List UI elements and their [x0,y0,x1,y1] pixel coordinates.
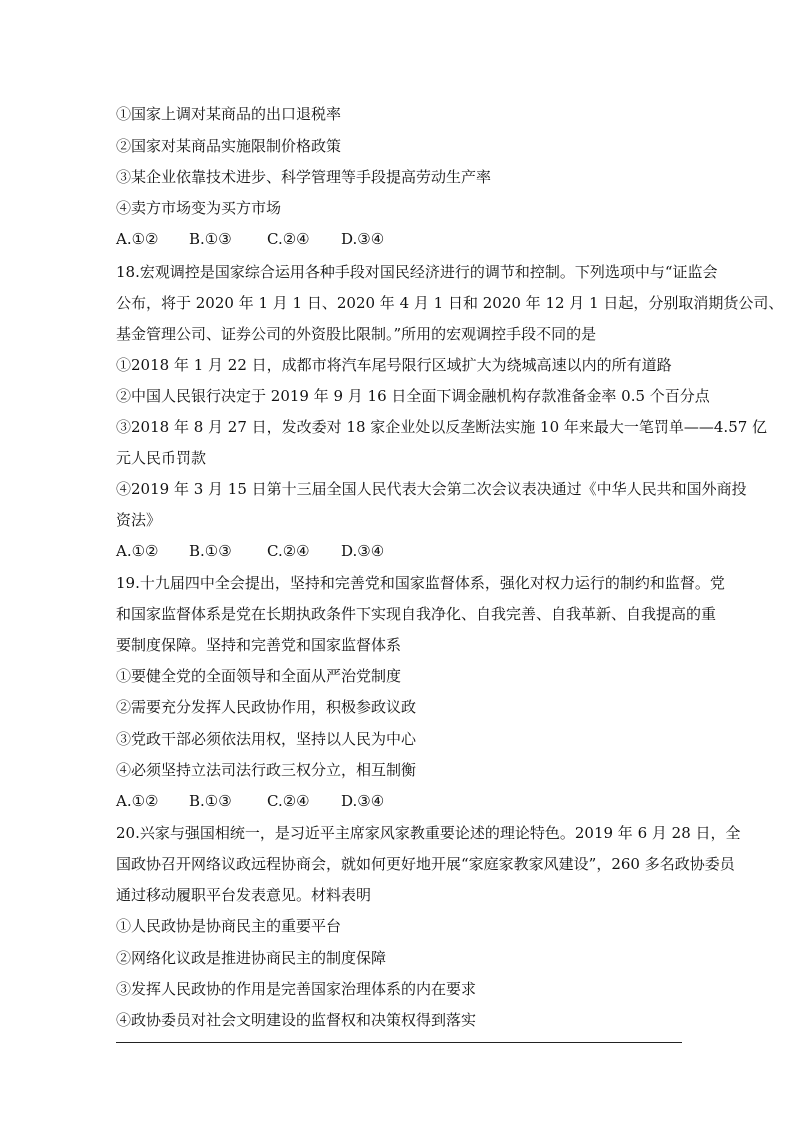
q18-option-4-cont: 资法》 [116,511,162,529]
q19-choice-d: D.③④ [341,792,385,810]
q18-choice-c: C.②④ [267,542,310,560]
q18-stem-line-1: 18.宏观调控是国家综合运用各种手段对国民经济进行的调节和控制。下列选项中与“证监会 [116,263,718,281]
q17-choice-d: D.③④ [341,230,385,248]
q18-option-4: ④2019 年 3 月 15 日第十三届全国人民代表大会第二次会议表决通过《中华人民共和国外商投 [116,480,747,498]
q17-choice-c: C.②④ [267,230,310,248]
q19-option-3: ③党政干部必须依法用权，坚持以人民为中心 [116,730,417,748]
q18-stem-line-2: 公布，将于 2020 年 1 月 1 日、2020 年 4 月 1 日和 2020 年 12 月 1 日起，分别取消期货公司、 [116,294,784,312]
q17-option-2: ②国家对某商品实施限制价格政策 [116,137,342,155]
q19-option-1: ①要健全党的全面领导和全面从严治党制度 [116,667,402,685]
q19-option-4: ④必须坚持立法司法行政三权分立，相互制衡 [116,761,417,779]
q18-option-3-cont: 元人民币罚款 [116,449,207,467]
q20-option-2: ②网络化议政是推进协商民主的制度保障 [116,949,387,967]
q18-option-3: ③2018 年 8 月 27 日，发改委对 18 家企业处以反垄断法实施 10 年来最大一笔罚单——4.57 亿 [116,418,768,436]
q19-choice-b: B.①③ [189,792,232,810]
q19-option-2: ②需要充分发挥人民政协作用，积极参政议政 [116,698,417,716]
q17-choice-a: A.①② [116,230,159,248]
q19-choices [116,791,384,811]
q17-choice-b: B.①③ [189,230,232,248]
q20-stem-line-1: 20.兴家与强国相统一，是习近平主席家风家教重要论述的理论特色。2019 年 6 月 28 日，全 [116,824,741,842]
q19-stem-line-1: 19.十九届四中全会提出，坚持和完善党和国家监督体系，强化对权力运行的制约和监督。党 [116,574,725,592]
q19-choice-c: C.②④ [267,792,310,810]
q18-choice-a: A.①② [116,542,159,560]
q20-option-1: ①人民政协是协商民主的重要平台 [116,917,342,935]
q17-option-3: ③某企业依靠技术进步、科学管理等手段提高劳动生产率 [116,168,492,186]
q20-stem-line-2: 国政协召开网络议政远程协商会，就如何更好地开展“家庭家教家风建设”，260 多名政协委员 [116,855,735,873]
footer-divider [116,1042,682,1043]
q17-option-1: ①国家上调对某商品的出口退税率 [116,105,342,123]
q18-option-1: ①2018 年 1 月 22 日，成都市将汽车尾号限行区域扩大为绕城高速以内的所有道路 [116,356,672,374]
q18-choice-d: D.③④ [341,542,385,560]
q20-option-3: ③发挥人民政协的作用是完善国家治理体系的内在要求 [116,980,477,998]
q19-stem-line-2: 和国家监督体系是党在长期执政条件下实现自我净化、自我完善、自我革新、自我提高的重 [116,605,717,623]
q20-option-4: ④政协委员对社会文明建设的监督权和决策权得到落实 [116,1011,477,1029]
q20-stem-line-3: 通过移动履职平台发表意见。材料表明 [116,886,372,904]
q18-choice-b: B.①③ [189,542,232,560]
q17-choices [116,229,384,249]
q19-stem-line-3: 要制度保障。坚持和完善党和国家监督体系 [116,636,402,654]
q18-choices [116,541,384,561]
q17-option-4: ④卖方市场变为买方市场 [116,199,282,217]
q18-stem-line-3: 基金管理公司、证券公司的外资股比限制。”所用的宏观调控手段不同的是 [116,325,597,343]
q19-choice-a: A.①② [116,792,159,810]
q18-option-2: ②中国人民银行决定于 2019 年 9 月 16 日全面下调金融机构存款准备金率 0.5 个百分点 [116,387,710,405]
